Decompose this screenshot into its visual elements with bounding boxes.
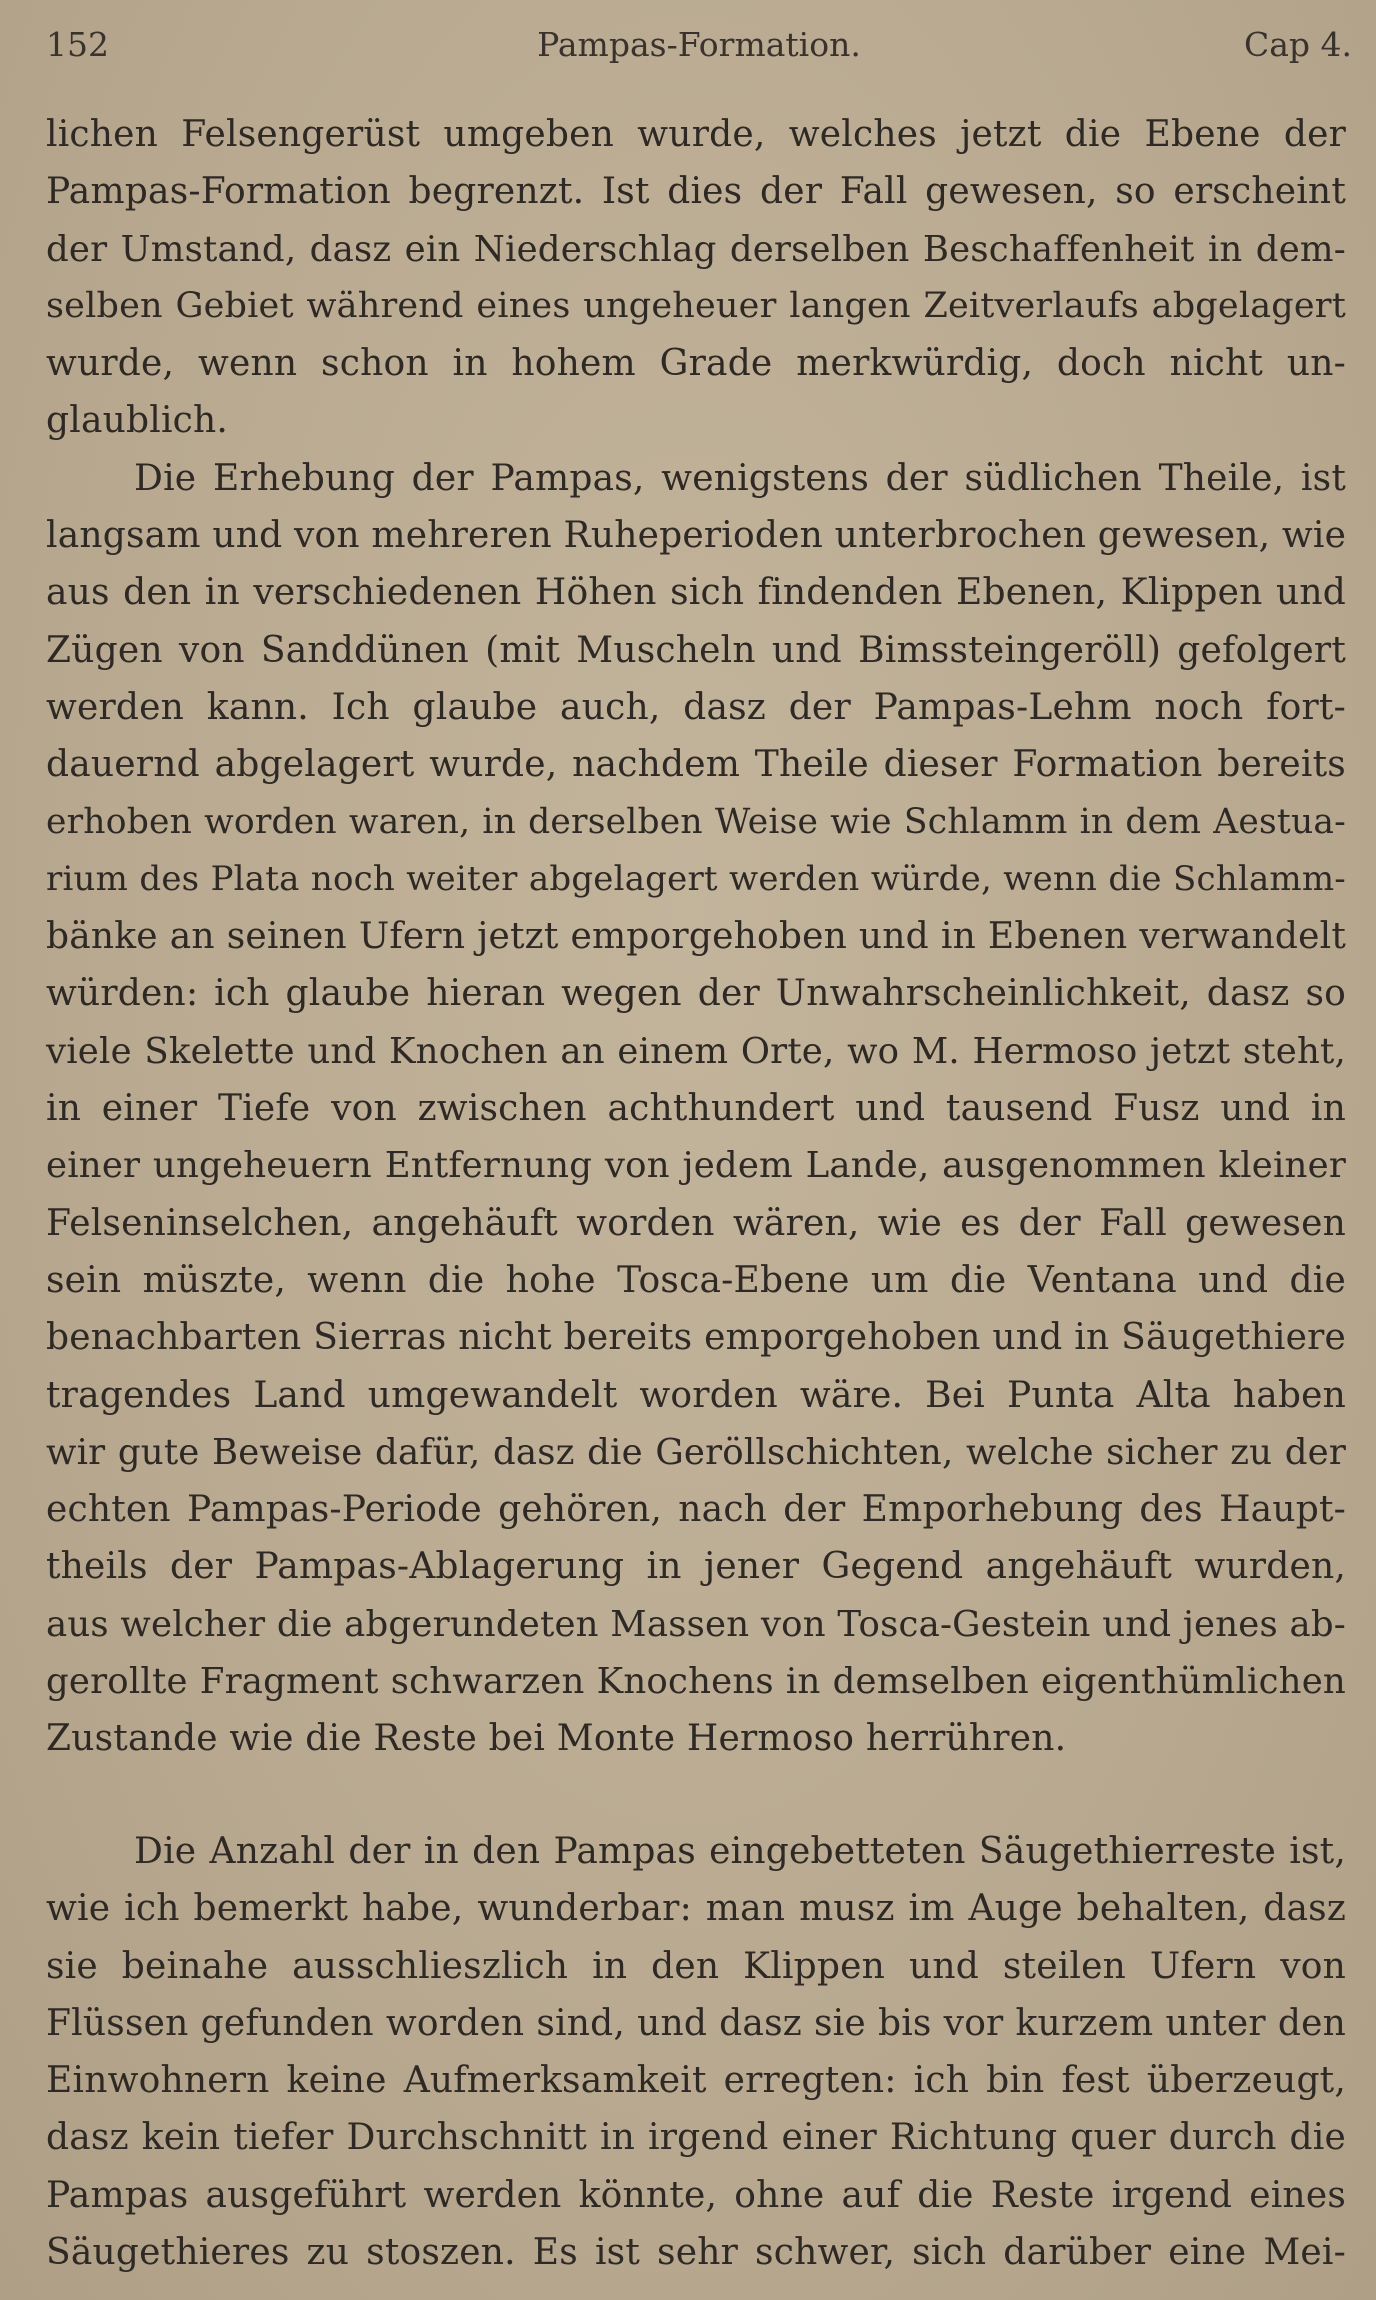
- text-line: tragendes Land umgewandelt worden wäre. Bei Punta Alta haben: [46, 1374, 1346, 1416]
- text-line: echten Pampas-Periode gehören, nach der Emporhebung des Haupt-: [46, 1489, 1346, 1531]
- text-line: Felseninselchen, angehäuft worden wären, wie es der Fall gewesen: [46, 1202, 1346, 1244]
- text-line: viele Skelette und Knochen an einem Orte, wo M. Hermoso jetzt steht,: [46, 1030, 1346, 1072]
- text-line: wir gute Beweise dafür, dasz die Geröllschichten, welche sicher zu der: [46, 1431, 1346, 1473]
- chapter-label: Cap 4.: [1243, 25, 1352, 64]
- paragraph-3: [46, 1823, 1346, 2281]
- running-title: Pampas-Formation.: [537, 25, 861, 64]
- text-block-main: [46, 106, 1346, 1768]
- text-line: wurde, wenn schon in hohem Grade merkwürdig, doch nicht un-: [46, 343, 1346, 385]
- text-line: gerollte Fragment schwarzen Knochens in demselben eigenthümlichen: [46, 1661, 1346, 1703]
- text-line: bänke an seinen Ufern jetzt emporgehoben und in Ebenen verwandelt: [46, 916, 1346, 958]
- text-line: sein müszte, wenn die hohe Tosca-Ebene um die Ventana und die: [46, 1259, 1346, 1301]
- text-line: Zügen von Sanddünen (mit Muscheln und Bimssteingeröll) gefolgert: [46, 629, 1346, 671]
- text-line: Einwohnern keine Aufmerksamkeit erregten: ich bin fest überzeugt,: [46, 2060, 1346, 2102]
- text-line: Pampas-Formation begrenzt. Ist dies der Fall gewesen, so erscheint: [46, 171, 1346, 213]
- text-line: langsam und von mehreren Ruheperioden unterbrochen gewesen, wie: [46, 515, 1347, 557]
- text-line: sie beinahe ausschlieszlich in den Klippen und steilen Ufern von: [46, 1945, 1346, 1987]
- text-line: theils der Pampas-Ablagerung in jener Gegend angehäuft wurden,: [46, 1546, 1346, 1588]
- text-line: glaublich.: [46, 400, 229, 442]
- text-line: Die Anzahl der in den Pampas eingebetteten Säugethierreste ist,: [134, 1831, 1346, 1872]
- text-line: benachbarten Sierras nicht bereits emporgehoben und in Säugethiere: [46, 1317, 1346, 1359]
- text-line: würden: ich glaube hieran wegen der Unwahrscheinlichkeit, dasz so: [46, 973, 1346, 1015]
- running-header: [46, 20, 1352, 70]
- text-line: lichen Felsengerüst umgeben wurde, welches jetzt die Ebene der: [46, 114, 1346, 155]
- text-line: Zustande wie die Reste bei Monte Hermoso herrühren.: [46, 1718, 1067, 1760]
- text-line: dauernd abgelagert wurde, nachdem Theile dieser Formation bereits: [46, 744, 1346, 786]
- text-line: selben Gebiet während eines ungeheuer langen Zeitverlaufs abgelagert: [46, 285, 1346, 326]
- text-line: Pampas ausgeführt werden könnte, ohne auf die Reste irgend eines: [46, 2174, 1346, 2216]
- text-block-second: [46, 1823, 1346, 2281]
- text-line: erhoben worden waren, in derselben Weise wie Schlamm in dem Aestua-: [46, 801, 1346, 842]
- paragraph-1: [46, 106, 1346, 450]
- text-line: Flüssen gefunden worden sind, und dasz sie bis vor kurzem unter den: [46, 2002, 1346, 2044]
- text-line: Die Erhebung der Pampas, wenigstens der südlichen Theile, ist: [134, 457, 1346, 499]
- text-line: wie ich bemerkt habe, wunderbar: man musz im Auge behalten, dasz: [46, 1888, 1346, 1930]
- text-line: dasz kein tiefer Durchschnitt in irgend einer Richtung quer durch die: [46, 2117, 1346, 2159]
- paragraph-2: [46, 450, 1346, 1768]
- text-line: in einer Tiefe von zwischen achthundert und tausend Fusz und in: [46, 1088, 1346, 1130]
- text-line: werden kann. Ich glaube auch, dasz der Pampas-Lehm noch fort-: [46, 686, 1346, 728]
- text-line: rium des Plata noch weiter abgelagert werden würde, wenn die Schlamm-: [46, 858, 1346, 899]
- text-line: aus den in verschiedenen Höhen sich findenden Ebenen, Klippen und: [46, 572, 1346, 614]
- text-line: aus welcher die abgerundeten Massen von Tosca-Gestein und jenes ab-: [46, 1603, 1346, 1645]
- page-number: 152: [46, 25, 109, 64]
- text-line: einer ungeheuern Entfernung von jedem Lande, ausgenommen kleiner: [46, 1145, 1346, 1187]
- text-line: Säugethieres zu stoszen. Es ist sehr schwer, sich darüber eine Mei-: [46, 2232, 1346, 2274]
- text-line: der Umstand, dasz ein Niederschlag derselben Beschaffenheit in dem-: [46, 228, 1346, 270]
